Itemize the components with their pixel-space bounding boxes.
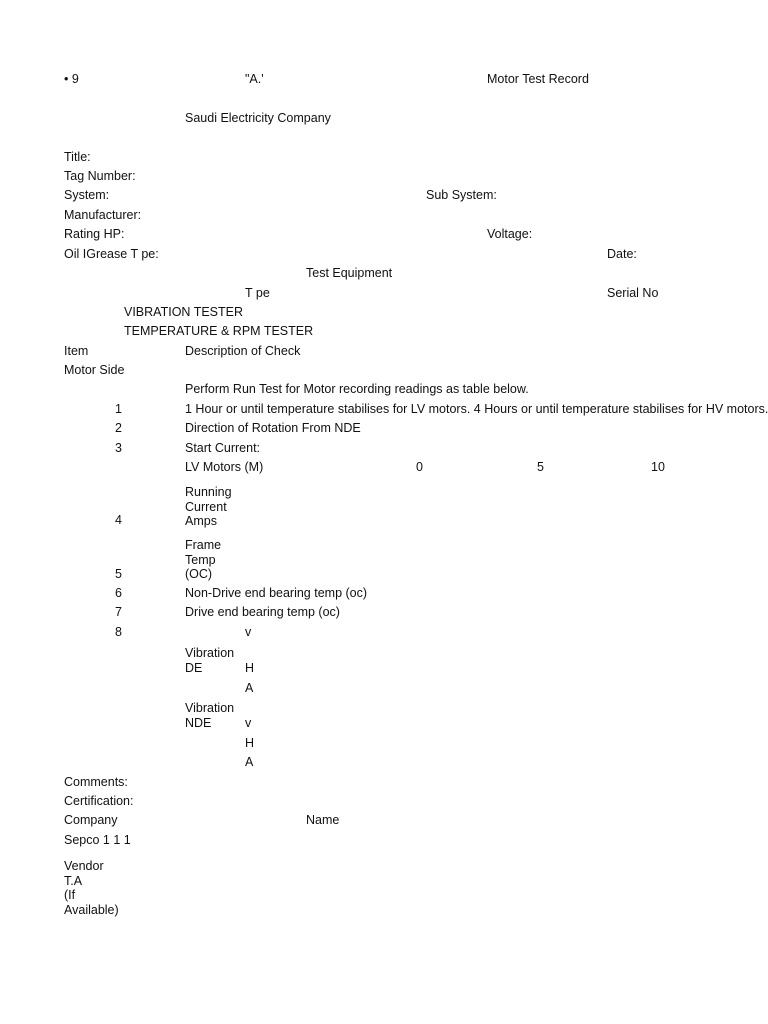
check-description: 1 Hour or until temperature stabilises for LV motors. 4 Hours or until temperature stabilises for HV motors. xyxy=(185,402,768,416)
header-bullet: • 9 xyxy=(64,72,79,86)
time-column-10: 10 xyxy=(651,460,665,474)
lv-motors-label: LV Motors (M) xyxy=(185,460,264,474)
test-equipment-heading: Test Equipment xyxy=(306,266,393,280)
check-item-number: 3 xyxy=(115,441,122,455)
field-tag-number-label: Tag Number: xyxy=(64,169,136,183)
item-column-header: Item xyxy=(64,344,89,358)
name-label: Name xyxy=(306,813,340,827)
document-title: Motor Test Record xyxy=(487,72,589,86)
check-item-number: 6 xyxy=(115,586,122,600)
vibration-nde-label: Vibration NDE xyxy=(185,701,235,730)
check-item-number: 7 xyxy=(115,605,122,619)
motor-side-section: Motor Side xyxy=(64,363,125,377)
field-sub-system-label: Sub System: xyxy=(426,188,497,202)
time-column-0: 0 xyxy=(416,460,423,474)
check-item-number: 1 xyxy=(115,402,122,416)
vibration-axis-v: v xyxy=(245,716,252,730)
certification-label: Certification: xyxy=(64,794,134,808)
equipment-item: TEMPERATURE & RPM TESTER xyxy=(124,324,314,338)
check-description: Non-Drive end bearing temp (oc) xyxy=(185,586,368,600)
check-item-number: 4 xyxy=(115,513,122,527)
header-mark: "A.' xyxy=(245,72,264,86)
check-item-number: 5 xyxy=(115,567,122,581)
check-item-number: 2 xyxy=(115,421,122,435)
vendor-label: Vendor T.A (If Available) xyxy=(64,859,119,917)
sepco-label: Sepco 1 1 1 xyxy=(64,833,131,847)
description-column-header: Description of Check xyxy=(185,344,301,358)
time-column-5: 5 xyxy=(537,460,544,474)
vibration-axis-h: H xyxy=(245,736,255,750)
vibration-axis-h: H xyxy=(245,661,255,675)
company-name: Saudi Electricity Company xyxy=(185,111,331,125)
check-description: Running Current Amps xyxy=(185,485,232,528)
check-description: Drive end bearing temp (oc) xyxy=(185,605,340,619)
field-system-label: System: xyxy=(64,188,110,202)
field-oil-grease-type-label: Oil IGrease T pe: xyxy=(64,247,159,261)
field-date-label: Date: xyxy=(607,247,637,261)
vibration-axis-a: A xyxy=(245,681,254,695)
test-equipment-serial-header: Serial No xyxy=(607,286,659,300)
check-description: Frame Temp (OC) xyxy=(185,538,222,581)
field-voltage-label: Voltage: xyxy=(487,227,533,241)
run-test-instruction: Perform Run Test for Motor recording readings as table below. xyxy=(185,382,529,396)
comments-label: Comments: xyxy=(64,775,128,789)
company-label: Company xyxy=(64,813,118,827)
check-description: Start Current: xyxy=(185,441,261,455)
check-item-number: 8 xyxy=(115,625,122,639)
field-rating-hp-label: Rating HP: xyxy=(64,227,125,241)
field-title-label: Title: xyxy=(64,150,91,164)
check-description: Direction of Rotation From NDE xyxy=(185,421,361,435)
vibration-axis-v: v xyxy=(245,625,252,639)
field-manufacturer-label: Manufacturer: xyxy=(64,208,142,222)
equipment-item: VIBRATION TESTER xyxy=(124,305,244,319)
vibration-axis-a: A xyxy=(245,755,254,769)
test-equipment-type-header: T pe xyxy=(245,286,270,300)
vibration-de-label: Vibration DE xyxy=(185,646,235,675)
